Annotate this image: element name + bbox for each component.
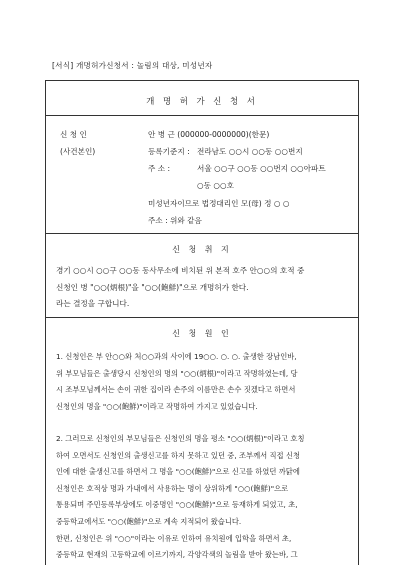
address-value-line1: 서울 ○○구 ○○동 ○○번지 ○○아파트 — [197, 164, 326, 173]
reason-line: 시 조부모님께서는 손이 귀한 집이라 손주의 이름만은 손수 짓겠다고 하면서 — [56, 385, 296, 395]
registration-label: 등록기준지 : — [148, 147, 190, 156]
applicant-name: 안 병 근 (000000-0000000)(한문) — [148, 130, 270, 139]
reason-line: 하여 오면서도 신청인의 출생신고를 하지 못하고 있던 중, 조부께서 직접 신청 — [56, 450, 301, 460]
guardian-line: 미성년자이므로 법정대리인 모(母) 정 ○ ○ — [148, 199, 290, 208]
registration-value: 전라남도 ○○시 ○○동 ○○번지 — [197, 147, 303, 156]
guardian-address: 주소 : 위와 같음 — [148, 216, 202, 225]
document-title: 개 명 허 가 신 청 서 — [146, 96, 258, 106]
reason-line: 신청인은 호적상 명과 가내에서 사용하는 명이 상위하게 "○○(飽鮮)"으로 — [56, 483, 289, 493]
purpose-line: 경기 ○○시 ○○구 ○○동 동사무소에 비치된 위 본적 호주 안○○의 호적 중 — [56, 266, 305, 275]
reason-item-1 — [56, 349, 298, 415]
applicant-label: 신 청 인 — [60, 130, 87, 139]
title-divider — [46, 115, 358, 116]
reason-line: 인에 대한 출생신고를 하면서 그 명을 "○○(飽鮮)"으로 신고를 하였던 까닭에 — [56, 467, 300, 477]
applicant-divider — [46, 233, 358, 234]
reason-line: 중등학교에서도 "○○(飽鮮)"으로 계속 지적되어 왔습니다. — [56, 516, 242, 526]
reason-line: 2. 그러므로 신청인의 부모님들은 신청인의 명을 평소 "○○(炳根)"이라고 호칭 — [56, 434, 305, 443]
purpose-divider — [46, 317, 358, 318]
purpose-line: 신청인 병 "○○(炳根)"을 "○○(飽鮮)"으로 개명허가 한다. — [56, 282, 249, 292]
address-label: 주 소 : — [148, 164, 171, 173]
reason-line: 통용되며 주민등록부상에도 이중명인 "○○(飽鮮)"으로 등재하게 되었고, 초, — [56, 500, 298, 510]
reasons-heading: 신 청 원 인 — [172, 329, 232, 338]
purpose-line: 라는 결정을 구합니다. — [56, 299, 130, 308]
caption: [서식] 개명허가신청서 : 놀림의 대상, 미성년자 — [52, 61, 213, 70]
reason-line: 중등학교 현재의 고등학교에 이르기까지, 각양각색의 놀림을 받아 왔는바, 그 — [56, 550, 298, 560]
reason-line: 신청인의 명을 "○○(飽鮮)"이라고 작명하여 가지고 있었습니다. — [56, 401, 258, 411]
reason-line: 위 부모님들은 출생당시 신청인의 명의 "○○(炳根)"이라고 작명하였는데, 당 — [56, 368, 298, 378]
reason-line: 한편, 신청인은 위 "○○"이라는 이유로 인하여 유치원에 입학을 하면서 초, — [56, 533, 292, 543]
purpose-body — [56, 263, 304, 313]
reason-line: 1. 신청인은 부 안○○와 처○○과의 사이에 19○○. ○. ○. 출생한 장남인바, — [56, 352, 297, 361]
address-value-line2: ○동 ○○호 — [197, 181, 234, 190]
reason-item-2 — [56, 431, 305, 564]
subject-label: (사건본인) — [60, 147, 96, 156]
document-frame — [45, 80, 359, 565]
purpose-heading: 신 청 취 지 — [172, 245, 232, 254]
